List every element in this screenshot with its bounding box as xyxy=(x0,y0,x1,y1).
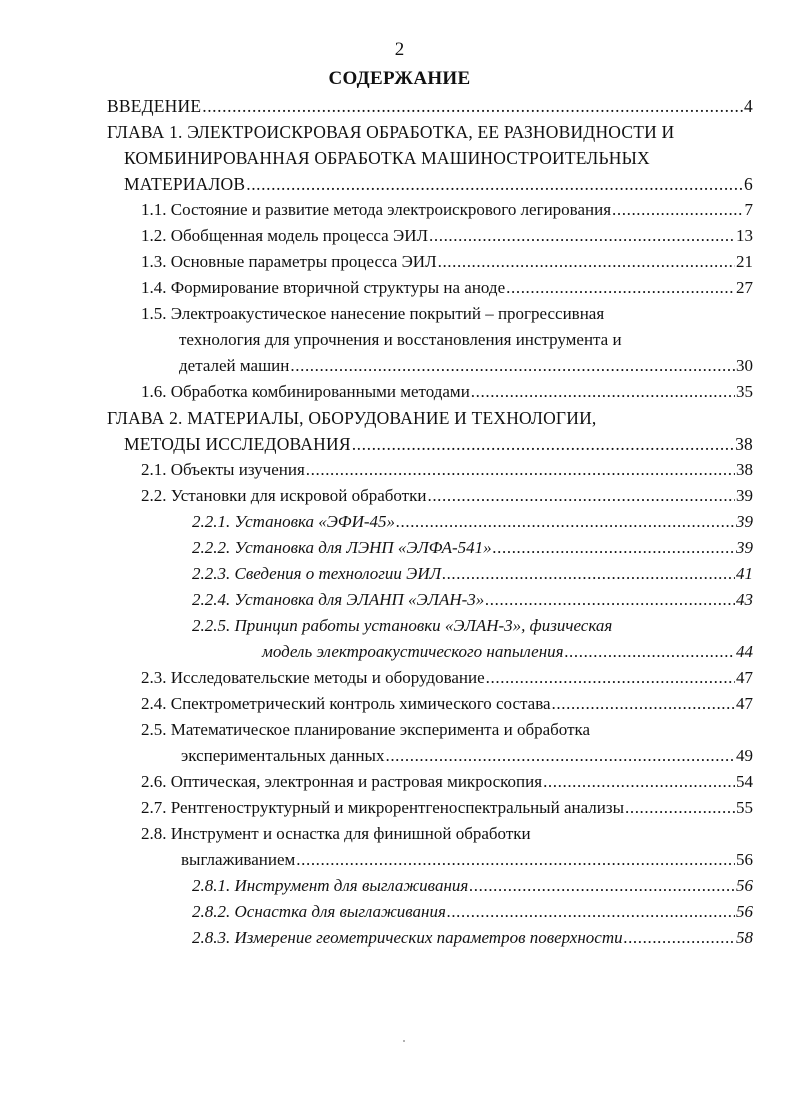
toc-entry-page: 4 xyxy=(744,96,753,116)
toc-entry-page: 47 xyxy=(736,694,753,713)
toc-entry[interactable] xyxy=(141,717,590,743)
toc-entry[interactable] xyxy=(179,353,753,379)
toc-entry-text: 1.2. Обобщенная модель процесса ЭИЛ xyxy=(141,226,429,245)
toc-entry-page: 39 xyxy=(736,538,753,557)
toc-entry-page: 35 xyxy=(736,382,753,401)
dot-leader xyxy=(306,457,735,483)
toc-entry[interactable] xyxy=(192,899,753,925)
toc-entry[interactable] xyxy=(124,145,650,171)
toc-entry-page: 38 xyxy=(736,460,753,479)
toc-entry-text: модель электроакустического напыления xyxy=(262,642,564,661)
toc-entry-text: МЕТОДЫ ИССЛЕДОВАНИЯ xyxy=(124,434,351,454)
toc-entry-page: 56 xyxy=(736,876,753,895)
toc-entry-page: 49 xyxy=(736,746,753,765)
toc-entry[interactable] xyxy=(141,249,753,275)
toc-entry-page: 41 xyxy=(736,564,753,583)
dot-leader xyxy=(429,223,735,249)
toc-entry-text: 1.5. Электроакустическое нанесение покрытий – прогрессивная xyxy=(141,304,605,323)
toc-entry-text: 1.1. Состояние и развитие метода электроискрового легирования xyxy=(141,200,612,219)
dot-leader xyxy=(543,769,735,795)
toc-entry-text: КОМБИНИРОВАННАЯ ОБРАБОТКА МАШИНОСТРОИТЕЛЬНЫХ xyxy=(124,148,650,168)
toc-entry[interactable] xyxy=(181,847,753,873)
dot-leader xyxy=(552,691,735,717)
toc-entry-text: 1.3. Основные параметры процесса ЭИЛ xyxy=(141,252,437,271)
toc-entry[interactable] xyxy=(141,223,753,249)
toc-entry-text: ГЛАВА 2. МАТЕРИАЛЫ, ОБОРУДОВАНИЕ И ТЕХНОЛОГИИ, xyxy=(107,408,597,428)
toc-entry[interactable] xyxy=(262,639,753,665)
toc-entry[interactable] xyxy=(124,431,753,457)
toc-entry[interactable] xyxy=(141,795,753,821)
toc-entry[interactable] xyxy=(141,301,604,327)
dot-leader xyxy=(612,197,743,223)
toc-entry-text: 2.2.5. Принцип работы установки «ЭЛАН-3», физическая xyxy=(192,616,613,635)
dot-leader xyxy=(396,509,735,535)
toc-entry-text: 2.8. Инструмент и оснастка для финишной обработки xyxy=(141,824,531,843)
dot-leader xyxy=(352,431,734,457)
toc-entry-text: деталей машин xyxy=(179,356,290,375)
toc-entry[interactable] xyxy=(141,665,753,691)
toc-entry-text: 2.4. Спектрометрический контроль химического состава xyxy=(141,694,551,713)
toc-entry-text: 2.2. Установки для искровой обработки xyxy=(141,486,427,505)
toc-entry-page: 39 xyxy=(736,512,753,531)
toc-entry[interactable] xyxy=(181,743,753,769)
toc-entry[interactable] xyxy=(192,561,753,587)
toc-entry-page: 54 xyxy=(736,772,753,791)
toc-entry-page: 27 xyxy=(736,278,753,297)
toc-entry-text: 2.2.3. Сведения о технологии ЭИЛ xyxy=(192,564,442,583)
toc-entry[interactable] xyxy=(141,197,753,223)
toc-entry-text: выглаживанием xyxy=(181,850,296,869)
toc-entry-text: ГЛАВА 1. ЭЛЕКТРОИСКРОВАЯ ОБРАБОТКА, ЕЕ РАЗНОВИДНОСТИ И xyxy=(107,122,675,142)
toc-entry-text: 2.8.3. Измерение геометрических параметров поверхности xyxy=(192,928,623,947)
toc-entry-text: 2.1. Объекты изучения xyxy=(141,460,305,479)
toc-entry[interactable] xyxy=(192,613,612,639)
toc-entry-page: 7 xyxy=(744,200,753,219)
toc-entry-page: 6 xyxy=(744,174,753,194)
toc-entry-page: 21 xyxy=(736,252,753,271)
toc-entry[interactable] xyxy=(141,483,753,509)
toc-title: СОДЕРЖАНИЕ xyxy=(328,68,471,89)
dot-leader xyxy=(296,847,735,873)
toc-entry[interactable] xyxy=(141,691,753,717)
dot-leader xyxy=(246,171,743,197)
toc-entry-text: 2.5. Математическое планирование эксперимента и обработка xyxy=(141,720,591,739)
dot-leader xyxy=(493,535,735,561)
dot-leader xyxy=(442,561,735,587)
toc-entry-text: МАТЕРИАЛОВ xyxy=(124,174,246,194)
toc-entry-text: 2.8.2. Оснастка для выглаживания xyxy=(192,902,446,921)
toc-entry[interactable] xyxy=(192,509,753,535)
toc-entry-page: 13 xyxy=(736,226,753,245)
dot-leader xyxy=(290,353,735,379)
toc-entry-page: 56 xyxy=(736,850,753,869)
toc-entry-page: 47 xyxy=(736,668,753,687)
toc-entry-text: 1.4. Формирование вторичной структуры на аноде xyxy=(141,278,506,297)
toc-entry[interactable] xyxy=(107,119,674,145)
toc-entry-text: 2.2.1. Установка «ЭФИ-45» xyxy=(192,512,396,531)
dot-leader xyxy=(202,93,743,119)
toc-entry-page: 38 xyxy=(735,434,753,454)
dot-leader xyxy=(485,587,735,613)
dot-leader xyxy=(506,275,735,301)
toc-entry-page: 43 xyxy=(736,590,753,609)
toc-entry[interactable] xyxy=(141,275,753,301)
toc-entry-text: 2.2.2. Установка для ЛЭНП «ЭЛФА-541» xyxy=(192,538,492,557)
toc-entry-text: 2.7. Рентгеноструктурный и микрорентгеноспектральный анализы xyxy=(141,798,624,817)
toc-entry-text: 2.3. Исследовательские методы и оборудование xyxy=(141,668,485,687)
toc-entry-page: 56 xyxy=(736,902,753,921)
dot-leader xyxy=(427,483,735,509)
toc-entry-text: 2.8.1. Инструмент для выглаживания xyxy=(192,876,469,895)
toc-entry[interactable] xyxy=(107,405,596,431)
toc-entry[interactable] xyxy=(141,821,531,847)
dot-leader xyxy=(624,925,735,951)
toc-entry[interactable] xyxy=(141,457,753,483)
toc-entry-text: ВВЕДЕНИЕ xyxy=(107,96,202,116)
toc-entry-text: 2.2.4. Установка для ЭЛАНП «ЭЛАН-3» xyxy=(192,590,485,609)
dot-leader xyxy=(625,795,735,821)
toc-entry[interactable] xyxy=(192,587,753,613)
toc-entry-text: экспериментальных данных xyxy=(181,746,385,765)
toc-entry-page: 39 xyxy=(736,486,753,505)
dot-leader xyxy=(438,249,735,275)
toc-entry[interactable] xyxy=(192,873,753,899)
page-number: 2 xyxy=(394,39,405,60)
toc-entry[interactable] xyxy=(107,93,753,119)
dot-leader xyxy=(385,743,735,769)
dot-leader xyxy=(565,639,735,665)
toc-entry[interactable] xyxy=(192,925,753,951)
dot-leader xyxy=(469,873,735,899)
dot-leader xyxy=(447,899,735,925)
toc-entry-text: технология для упрочнения и восстановления инструмента и xyxy=(179,330,622,349)
toc-entry[interactable] xyxy=(141,379,753,405)
toc-entry[interactable] xyxy=(179,327,622,353)
scan-speck xyxy=(403,1040,405,1042)
toc-entry[interactable] xyxy=(124,171,753,197)
dot-leader xyxy=(486,665,735,691)
toc-entry-page: 55 xyxy=(736,798,753,817)
toc-entry[interactable] xyxy=(141,769,753,795)
toc-entry-page: 44 xyxy=(736,642,753,661)
dot-leader xyxy=(471,379,735,405)
toc-entry-page: 30 xyxy=(736,356,753,375)
toc-entry[interactable] xyxy=(192,535,753,561)
toc-entry-text: 2.6. Оптическая, электронная и растровая микроскопия xyxy=(141,772,543,791)
toc-entry-page: 58 xyxy=(736,928,753,947)
toc-entry-text: 1.6. Обработка комбинированными методами xyxy=(141,382,470,401)
